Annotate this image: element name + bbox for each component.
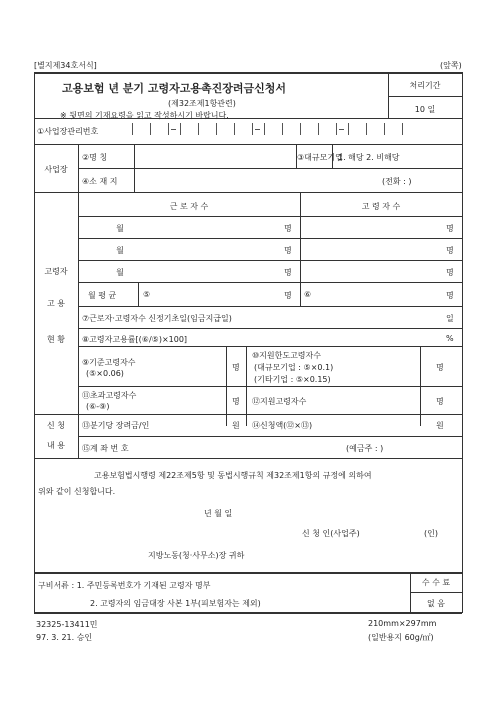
reg-dash-1 bbox=[171, 129, 176, 130]
applicant-label: 신 청 인(사업주) bbox=[302, 529, 360, 538]
ratio-unit: % bbox=[446, 334, 454, 343]
frame-bottom bbox=[34, 612, 462, 614]
limit-label-2: (대규모기업 : ⑤×0.1) bbox=[254, 363, 334, 372]
status-top bbox=[34, 192, 462, 193]
claim-top bbox=[34, 414, 462, 415]
reg-cell-5 bbox=[198, 123, 199, 135]
workplace-section: 사업장 bbox=[44, 165, 68, 174]
paper-type: (일반용지 60g/㎡) bbox=[368, 633, 434, 642]
form-title: 고용보험 년 분기 고령자고용촉진장려금신청서 bbox=[62, 82, 287, 95]
form-notice: ※ 뒷면의 기재요령을 읽고 작성하시기 바랍니다. bbox=[60, 111, 229, 120]
avg-num-5: ⑤ bbox=[143, 290, 151, 299]
base-unit-divider bbox=[226, 346, 227, 386]
excess-unit: 명 bbox=[232, 397, 240, 406]
large-options[interactable]: 1. 해당 2. 비해당 bbox=[338, 153, 400, 162]
wage-bottom bbox=[78, 328, 462, 329]
avg-divider bbox=[138, 282, 139, 306]
count-head-bottom bbox=[78, 216, 462, 217]
name-label: ②명 칭 bbox=[82, 153, 108, 162]
aged-2-unit: 명 bbox=[446, 246, 454, 255]
reg-cell-4 bbox=[180, 123, 181, 135]
wage-unit: 일 bbox=[446, 314, 454, 323]
address-label: ④소 재 지 bbox=[82, 177, 118, 186]
limit-unit-divider bbox=[420, 346, 421, 386]
base-unit: 명 bbox=[232, 363, 240, 372]
support-unit: 명 bbox=[436, 397, 444, 406]
reg-cell-8 bbox=[252, 123, 253, 135]
reg-cell-15 bbox=[366, 123, 367, 135]
large-label: ③대규모기업 bbox=[297, 153, 343, 162]
statement-line-1: 고용보험법시행령 제22조제5항 및 동법시행규칙 제32조제1항의 규정에 의하여 bbox=[94, 471, 372, 480]
statement-line-2: 위와 같이 신청합니다. bbox=[38, 487, 116, 496]
applicant-seal[interactable]: (인) bbox=[424, 529, 438, 538]
status-section-2: 고 용 bbox=[47, 299, 65, 308]
reg-dash-3 bbox=[339, 129, 344, 130]
amount-unit: 원 bbox=[436, 421, 444, 430]
aged-1-unit: 명 bbox=[446, 224, 454, 233]
workers-3-unit: 명 bbox=[284, 268, 292, 277]
ratio-label: ⑧고령자고용률[(⑥/⑤)×100] bbox=[82, 335, 188, 344]
aged-3-unit: 명 bbox=[446, 268, 454, 277]
reg-cell-12 bbox=[318, 123, 319, 135]
reg-cell-16 bbox=[384, 123, 385, 135]
aged-avg-unit: 명 bbox=[446, 291, 454, 300]
workplace-top bbox=[34, 144, 462, 145]
reg-cell-13 bbox=[336, 123, 337, 135]
workers-avg-unit: 명 bbox=[284, 291, 292, 300]
fee-mid bbox=[410, 592, 462, 593]
excess-label-2: (⑥-⑨) bbox=[86, 402, 110, 411]
row-2-bottom bbox=[78, 260, 462, 261]
reg-cell-3 bbox=[168, 123, 169, 135]
base-label-1: ⑨기준고령자수 bbox=[82, 358, 136, 367]
reg-cell-1 bbox=[132, 123, 133, 135]
limit-label-3: (기타기업 : ⑤×0.15) bbox=[254, 375, 331, 384]
paper-size: 210mm×297mm bbox=[368, 619, 437, 628]
reg-cell-2 bbox=[150, 123, 151, 135]
proc-line bbox=[388, 96, 462, 97]
statement-date[interactable]: 년 월 일 bbox=[204, 509, 233, 518]
status-col bbox=[78, 192, 79, 426]
support-label: ⑫지원고령자수 bbox=[252, 397, 307, 406]
wage-label: ⑦근로자·고령자수 신정기초일(임금지급일) bbox=[82, 314, 232, 323]
reg-cell-6 bbox=[216, 123, 217, 135]
form-subtitle: (제32조제1항관련) bbox=[168, 99, 236, 108]
form-code: 32325-13411민 bbox=[36, 620, 98, 629]
claim-section-2: 내 용 bbox=[47, 441, 65, 450]
per-unit: 원 bbox=[232, 421, 240, 430]
workers-1-unit: 명 bbox=[284, 224, 292, 233]
col-aged: 고 령 자 수 bbox=[361, 202, 401, 211]
reg-label: ①사업장관리번호 bbox=[37, 127, 99, 136]
frame-top bbox=[34, 72, 462, 74]
col-workers: 근 로 자 수 bbox=[169, 202, 209, 211]
claim-section-1: 신 청 bbox=[47, 421, 65, 430]
per-bottom bbox=[78, 436, 462, 437]
reg-cell-17 bbox=[402, 123, 403, 135]
name-bottom bbox=[78, 168, 462, 169]
docs-top bbox=[34, 572, 462, 574]
status-section-1: 고령자 bbox=[44, 267, 68, 276]
fee-value: 없 음 bbox=[427, 599, 445, 608]
frame-right bbox=[462, 72, 463, 613]
excess-label-1: ⑪초과고령자수 bbox=[82, 391, 137, 400]
status-section-3: 현 황 bbox=[47, 335, 65, 344]
reg-cell-14 bbox=[348, 123, 349, 135]
month-2: 월 bbox=[116, 246, 124, 255]
statement-top bbox=[34, 458, 462, 459]
proc-value: 10 일 bbox=[414, 105, 436, 114]
ratio-bottom bbox=[78, 346, 462, 347]
approval-date: 97. 3. 21. 승인 bbox=[36, 633, 93, 642]
holder-field[interactable]: (예금주 : ) bbox=[346, 444, 384, 453]
reg-cell-11 bbox=[300, 123, 301, 135]
avg-bottom bbox=[78, 306, 462, 307]
amount-label: ⑭신청액(⑫×⑬) bbox=[252, 421, 313, 430]
row-3-bottom bbox=[78, 282, 462, 283]
addressee: 지방노동(청·사무소)장 귀하 bbox=[148, 551, 245, 560]
avg-num-6: ⑥ bbox=[304, 290, 312, 299]
month-3: 월 bbox=[116, 268, 124, 277]
phone-field[interactable]: (전화 : ) bbox=[382, 177, 412, 186]
account-label: ⑮계 좌 번 호 bbox=[82, 444, 129, 453]
fee-label: 수 수 료 bbox=[421, 578, 451, 587]
proc-label: 처리기간 bbox=[409, 81, 441, 90]
base-label-2: (⑤×0.06) bbox=[86, 369, 124, 378]
docs-item-2: 2. 고령자의 임금대장 사본 1부(피보험자는 제외) bbox=[90, 599, 261, 608]
reg-cell-10 bbox=[282, 123, 283, 135]
workers-2-unit: 명 bbox=[284, 246, 292, 255]
reg-cell-7 bbox=[234, 123, 235, 135]
limit-unit: 명 bbox=[436, 363, 444, 372]
docs-label: 구비서류 : 1. 주민등록번호가 기재된 고령자 명부 bbox=[38, 581, 211, 590]
limit-label-1: ⑩지원한도고령자수 bbox=[252, 351, 321, 360]
page-side: (앞쪽) bbox=[440, 61, 462, 70]
support-unit-divider bbox=[420, 386, 421, 426]
month-1: 월 bbox=[116, 224, 124, 233]
excess-unit-divider bbox=[226, 386, 227, 426]
avg-label: 월 평 균 bbox=[88, 291, 117, 300]
reg-top bbox=[34, 118, 462, 119]
reg-cell-9 bbox=[264, 123, 265, 135]
row-1-bottom bbox=[78, 238, 462, 239]
base-bottom bbox=[78, 386, 462, 387]
per-label: ⑬분기당 장려금/인 bbox=[82, 421, 150, 430]
reg-dash-2 bbox=[255, 129, 260, 130]
form-number: [별지제34호서식] bbox=[34, 61, 97, 70]
